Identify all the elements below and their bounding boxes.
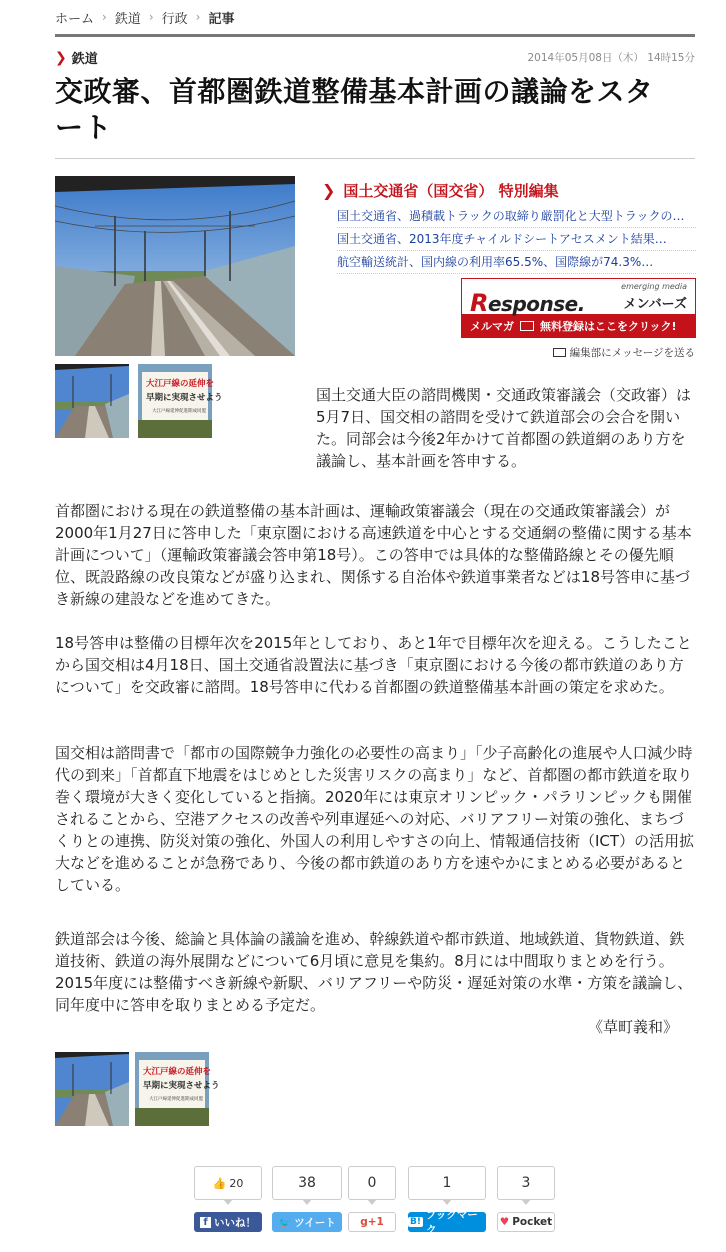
list-item [337, 228, 696, 251]
envelope-icon [520, 321, 534, 331]
gplus-count: 0 [348, 1166, 396, 1200]
special-feature-heading[interactable] [322, 178, 696, 202]
sign-text-1: 大江戸線の延伸を [143, 1067, 212, 1077]
article-title: 交政審、首都圏鉄道整備基本計画の議論をスタート [55, 75, 654, 144]
pocket-icon: ♥ [499, 1216, 510, 1228]
thumbs-up-icon: 👍 [212, 1176, 227, 1190]
sign-thumbnail-icon [138, 364, 223, 438]
article-date: 2014年05月08日（木） 14時15分 [527, 52, 695, 64]
article-paragraph-3: 国交相は諮問書で「都市の国際競争力強化の必要性の高まり」「少子高齢化の進展や人口減少時代の到来」「首都直下地震をはじめとした災害リスクの高まり」など、首都圏の都市鉄道を取り巻く環境が大きく変化していると指摘。2020年には東京オリンピック・パラリンピックも開催されることから、空港アクセスの改善や列車遅延への対応、バリアフリー対策の強化、まちづくりとの連携、防災対策の強化、外国人の利用しやすさの向上、情報通信技術（ICT）の活用拡大などを進めることが急務であり、今後の都市鉄道のあり方を速やかにまとめる必要があるとしている。 [55, 744, 695, 894]
chevron-right-icon: ❯ [55, 49, 67, 66]
breadcrumb-current: 記事 [208, 11, 235, 27]
gplus-share [348, 1166, 396, 1236]
tweet-button[interactable] [272, 1212, 342, 1232]
railway-thumbnail-icon [55, 364, 129, 438]
send-message-label: 編集部にメッセージを送る [569, 347, 695, 359]
thumbnail-railway[interactable] [55, 364, 129, 438]
special-link-2[interactable]: 国土交通省、2013年度チャイルドシートアセスメント結果… [337, 232, 667, 246]
twitter-share [272, 1166, 342, 1236]
special-links [337, 205, 696, 274]
breadcrumb-separator-icon: › [195, 10, 201, 24]
hatena-share [408, 1166, 486, 1236]
sign-thumbnail-icon [135, 1052, 220, 1126]
breadcrumb-home[interactable]: ホーム [55, 11, 95, 27]
banner-members-label: メンバーズ [623, 297, 687, 312]
sign-text-2: 早期に実現させよう [143, 1081, 220, 1091]
hatena-icon: B! [410, 1217, 421, 1227]
chevron-right-icon: ❯ [322, 180, 336, 200]
breadcrumb-railway[interactable]: 鉄道 [114, 11, 141, 27]
article-author: 《草町義和》 [587, 1018, 678, 1036]
facebook-like-button[interactable] [194, 1212, 262, 1232]
pocket-button[interactable] [497, 1212, 555, 1232]
thumbnail-sign-bottom[interactable] [135, 1052, 220, 1126]
facebook-like-label: いいね！ [214, 1216, 256, 1229]
header-divider [55, 34, 695, 37]
banner-tagline: emerging media [621, 282, 687, 291]
gplus-label: g+1 [360, 1216, 384, 1228]
pocket-share [497, 1166, 555, 1236]
pocket-label: Pocket [512, 1216, 553, 1228]
breadcrumb [55, 6, 695, 28]
banner-cta-label: 無料登録はここをクリック! [540, 319, 677, 333]
gplus-button[interactable] [348, 1212, 396, 1232]
breadcrumb-administration[interactable]: 行政 [161, 11, 188, 27]
title-divider [55, 158, 695, 159]
article-paragraph-1: 首都圏における現在の鉄道整備の基本計画は、運輸政策審議会（現在の交通政策審議会）が2000年1月27日に答申した「東京圏における高速鉄道を中心とする交通網の整備に関する基本計画について」（運輸政策審議会答申第18号）。この答申では具体的な整備路線とその優先順位、既設路線の改良策などが盛り込まれ、関係する自治体や鉄道事業者などは18号答申に基づき新線の建設などを進めてきた。 [55, 502, 692, 608]
response-logo-text: esponse. [487, 292, 585, 316]
banner-top [462, 279, 695, 317]
railway-thumbnail-icon [55, 1052, 129, 1126]
facebook-like-count [194, 1166, 262, 1200]
facebook-count-value: 20 [229, 1176, 244, 1190]
tweet-label: ツイート [294, 1216, 336, 1229]
breadcrumb-separator-icon: › [148, 10, 154, 24]
article-paragraph-4: 鉄道部会は今後、総論と具体論の議論を進め、幹線鉄道や都市鉄道、地域鉄道、貨物鉄道、鉄道技術、鉄道の海外展開などについて6月頃に意見を集約。8月には中間取りまとめを行う。2015年度には整備すべき新線や新駅、バリアフリーや防災・遅延対策の水準・方策を議論し、同年度中に答申を取りまとめる予定だ。 [55, 930, 693, 1014]
article-paragraph-2: 18号答申は整備の目標年次を2015年としており、あと1年で目標年次を迎える。こうしたことから国交相は4月18日、国土交通省設置法に基づき「東京圏における今後の都市鉄道のあり方について」を交政審に諮問。18号答申に代わる首都圏の鉄道整備基本計画の策定を求めた。 [55, 634, 692, 696]
twitter-bird-icon: 🐦 [278, 1216, 292, 1229]
response-members-banner[interactable] [461, 278, 696, 338]
special-link-3[interactable]: 航空輸送統計、国内線の利用率65.5%、国際線が74.3%… [337, 255, 654, 269]
facebook-icon: f [200, 1217, 211, 1228]
thumbnail-railway-bottom[interactable] [55, 1052, 129, 1126]
special-link-1[interactable]: 国土交通省、過積載トラックの取締り厳罰化と大型トラックの… [337, 209, 685, 223]
response-r-icon: R [470, 289, 488, 317]
facebook-share [194, 1166, 262, 1236]
category-label: 鉄道 [71, 52, 98, 67]
list-item [337, 251, 696, 274]
sign-text-2: 早期に実現させよう [146, 393, 223, 403]
special-heading-label: 国土交通省（国交省） 特別編集 [343, 181, 559, 200]
thumbnail-sign[interactable] [138, 364, 223, 438]
banner-mailmag: メルマガ [470, 319, 514, 333]
article-category[interactable] [55, 48, 98, 67]
banner-cta [462, 314, 695, 337]
sign-text-small: 大江戸線延伸促進期成同盟 [149, 1097, 203, 1102]
hatena-count: 1 [408, 1166, 486, 1200]
sign-text-1: 大江戸線の延伸を [146, 379, 215, 389]
response-logo [470, 289, 585, 317]
list-item [337, 205, 696, 228]
envelope-icon [553, 348, 566, 357]
hatena-bookmark-button[interactable] [408, 1209, 486, 1236]
railway-photo-icon [55, 176, 295, 356]
send-message-link[interactable] [553, 345, 695, 360]
hatena-label: ブックマーク [425, 1209, 478, 1236]
breadcrumb-separator-icon: › [102, 10, 107, 24]
article-lead: 国土交通大臣の諮問機関・交通政策審議会（交政審）は5月7日、国交相の諮問を受けて鉄道部会の会合を開いた。同部会は今後2年かけて首都圏の鉄道網のあり方を議論し、基本計画を答申する。 [316, 386, 692, 470]
pocket-count: 3 [497, 1166, 555, 1200]
special-feature [322, 178, 696, 274]
sign-text-small: 大江戸線延伸促進期成同盟 [152, 409, 206, 414]
main-photo[interactable] [55, 176, 295, 356]
tweet-count: 38 [272, 1166, 342, 1200]
